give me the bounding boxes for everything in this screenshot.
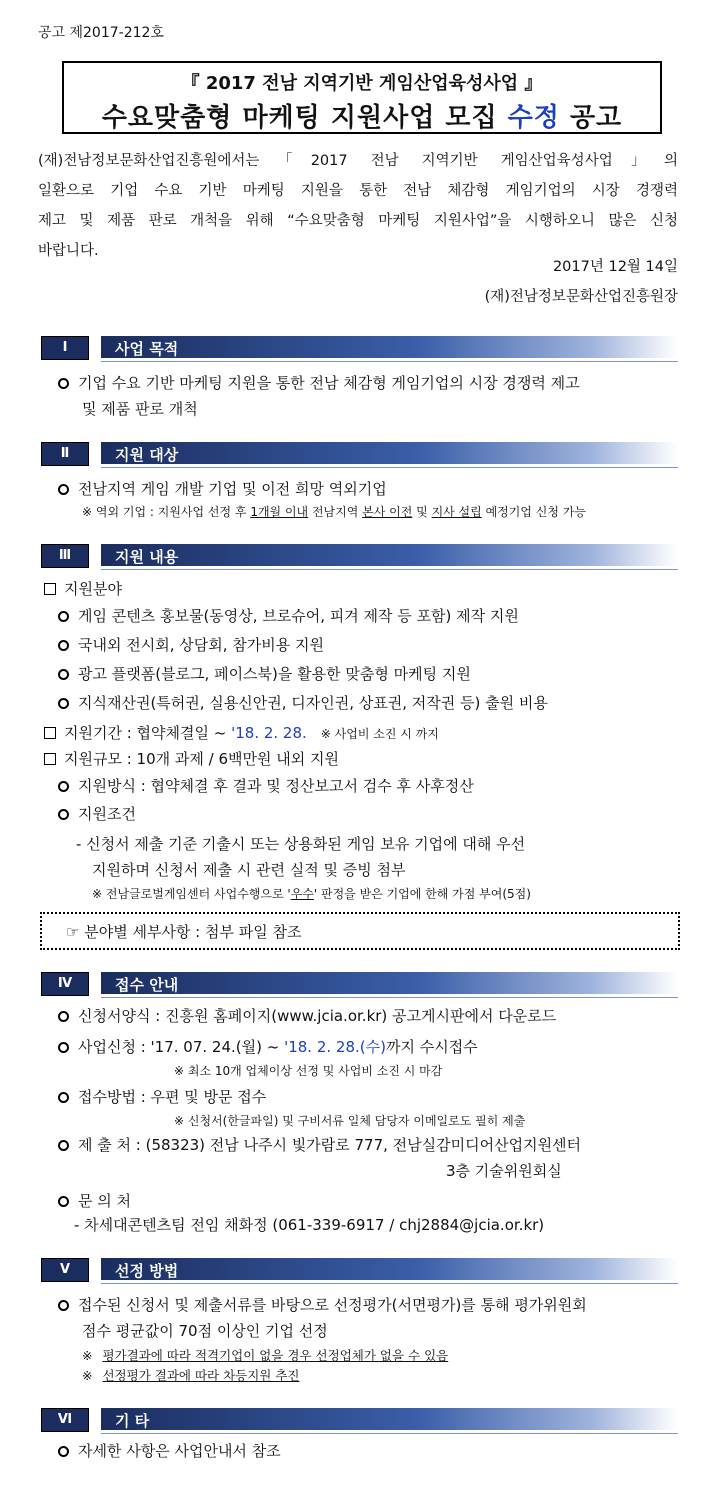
section-header-5 [41,1258,678,1280]
condition-note [92,885,531,902]
period-note: ※ 사업비 소진 시 까지 [320,727,439,741]
note-underline: 지사 설립 [431,505,482,519]
field-heading [44,578,122,599]
list-item [58,1005,556,1026]
section-bar [101,972,678,994]
note-text: 예정기업 신청 가능 [481,505,586,519]
item-text: 문 의 처 [78,1192,132,1210]
section-title: 지원 대상 [115,446,179,464]
list-item [58,1294,587,1315]
note [82,1346,448,1364]
circle-bullet-icon [58,484,69,495]
item-text: 접수방법 : 우편 및 방문 접수 [78,1088,267,1106]
list-item [58,605,519,626]
title-text-end: 공고 [559,103,623,133]
section-number: Ⅵ [41,1408,89,1432]
circle-bullet-icon [58,1042,69,1053]
circle-bullet-icon [58,781,69,792]
circle-bullet-icon [58,809,69,820]
intro-line-2: 일환으로 기업 수요 기반 마케팅 지원을 통한 전남 체감형 게임기업의 시장 경쟁력 [38,183,678,199]
note-text: ' 판정을 받은 기업에 한해 가점 부여(5점) [313,887,531,901]
circle-bullet-icon [58,1196,69,1207]
section-title: 선정 방법 [115,1262,179,1280]
list-item [58,775,474,796]
note-underline: 본사 이전 [362,505,413,519]
circle-bullet-icon [58,698,69,709]
section-number: Ⅲ [41,544,89,568]
condition-line-1: - 신청서 제출 기준 기출시 또는 상용화된 게임 보유 기업에 대해 우선 [76,835,526,853]
list-item [58,1440,281,1461]
section-bar [101,442,678,464]
issuer: (재)전남정보문화산업진흥원장 [484,289,678,305]
note-underline: 1개월 이내 [250,505,309,519]
note-mark: ※ [82,1368,93,1383]
attachment-text: ☞ 분야별 세부사항 : 첨부 파일 참조 [66,923,302,941]
section-number: Ⅳ [41,972,89,996]
section-title: 기 타 [115,1412,150,1430]
item-text: 지원조건 [78,805,136,823]
circle-bullet-icon [58,611,69,622]
item-text: 접수된 신청서 및 제출서류를 바탕으로 선정평가(서면평가)를 통해 평가위원회 [78,1296,587,1314]
list-item [58,634,324,655]
item-text: 게임 콘텐츠 홍보물(동영상, 브로슈어, 피겨 제작 등 포함) 제작 지원 [78,607,519,625]
note: ※ 신청서(한글파일) 및 구비서류 일체 담당자 이메일로도 필히 제출 [174,1114,526,1128]
item-text: 지원기간 : 협약체결일 ~ [64,724,232,742]
scale-line [44,748,339,769]
list-item [58,663,471,684]
list-item-cont: 및 제품 판로 개척 [82,400,198,418]
item-text: 전남지역 게임 개발 기업 및 이전 희망 역외기업 [78,480,387,498]
list-item-cont: 점수 평균값이 70점 이상인 기업 선정 [82,1322,328,1340]
condition-line-2: 지원하며 신청서 제출 시 관련 실적 및 증빙 첨부 [92,861,406,879]
title-highlight: 수정 [507,103,560,133]
section-bar [101,1258,678,1280]
contact-line: - 차세대콘텐츠팀 전임 채화정 (061-339-6917 / chj2884@jcia.or.kr) [74,1216,545,1234]
title-line-1: 『 2017 전남 지역기반 게임산업육성사업 』 [181,73,543,94]
intro-line-1: (재)전남정보문화산업진흥원에서는「2017 전남 지역기반 게임산업육성사업」의 [38,153,678,169]
section-bar [101,336,678,358]
section-number: Ⅴ [41,1258,89,1282]
section-header-6 [41,1408,678,1430]
circle-bullet-icon [58,378,69,389]
item-text: 자세한 사항은 사업안내서 참조 [78,1442,281,1460]
list-item [58,478,387,499]
section-header-1 [41,336,678,358]
note-text: ※ 전남글로벌게임센터 사업수행으로 ' [92,887,291,901]
list-item [58,1086,266,1107]
circle-bullet-icon [58,640,69,651]
section-header-2 [41,442,678,464]
note-mark: ※ [82,1348,93,1363]
item-text: 제 출 처 : (58323) 전남 나주시 빛가람로 777, 전남실감미디어산업지원센터 [78,1136,582,1154]
section-number: Ⅰ [41,336,89,360]
item-text: 광고 플랫폼(블로그, 페이스북)을 활용한 맞춤형 마케팅 지원 [78,665,471,683]
note-text: 및 [412,505,432,519]
circle-bullet-icon [58,1446,69,1457]
item-text: 지원규모 : 10개 과제 / 6백만원 내외 지원 [64,750,339,768]
circle-bullet-icon [58,1300,69,1311]
note-text: ※ 역외 기업 : 지원사업 선정 후 [82,505,251,519]
title-text: 수요맞춤형 마케팅 지원사업 모집 [101,103,508,133]
section-bar [101,544,678,566]
apply-deadline: '18. 2. 28.(수) [284,1038,386,1056]
item-text: 기업 수요 기반 마케팅 지원을 통한 전남 체감형 게임기업의 시장 경쟁력 제고 [78,374,580,392]
title-line-2 [64,97,660,134]
item-text: 까지 수시접수 [385,1038,478,1056]
square-bullet-icon [44,583,56,595]
section-title: 지원 내용 [115,548,179,566]
notice-date: 2017년 12월 14일 [552,259,678,275]
list-item-cont: 3층 기술위원회실 [446,1162,562,1180]
note [82,503,586,520]
item-text: 지원분야 [64,580,122,598]
section-bar [101,1408,678,1430]
list-item [58,1190,131,1211]
intro-line-4: 바랍니다. [38,243,99,259]
note-text: 전남지역 [308,505,363,519]
circle-bullet-icon [58,1011,69,1022]
item-text: 신청서양식 : 진흥원 홈페이지(www.jcia.or.kr) 공고게시판에서 다운로드 [78,1007,557,1025]
section-number: Ⅱ [41,442,89,466]
circle-bullet-icon [58,1092,69,1103]
note-underline: 선정평가 결과에 따라 차등지원 추진 [102,1368,300,1383]
notice-number: 공고 제2017-212호 [38,25,164,41]
section-header-4 [41,972,678,994]
circle-bullet-icon [58,1140,69,1151]
item-text: 사업신청 : '17. 07. 24.(월) ~ [78,1038,285,1056]
note: ※ 최소 10개 업체이상 선정 및 사업비 소진 시 마감 [174,1064,443,1078]
list-item [58,372,580,393]
item-text: 국내외 전시회, 상담회, 참가비용 지원 [78,636,324,654]
title-box [62,61,662,134]
attachment-box [40,912,680,950]
section-title: 접수 안내 [115,976,179,994]
section-title: 사업 목적 [115,340,179,358]
period-line [44,722,439,743]
square-bullet-icon [44,753,56,765]
section-header-3 [41,544,678,566]
item-text: 지식재산권(특허권, 실용신안권, 디자인권, 상표권, 저작권 등) 출원 비용 [78,694,548,712]
item-text: 지원방식 : 협약체결 후 결과 및 정산보고서 검수 후 사후정산 [78,777,474,795]
list-item [58,1036,478,1057]
list-item [58,1134,581,1155]
note-underline: 우수 [290,887,314,901]
list-item [58,803,136,824]
period-date: '18. 2. 28. [231,724,307,742]
list-item [58,692,548,713]
square-bullet-icon [44,727,56,739]
note-underline: 평가결과에 따라 적격기업이 없을 경우 선정업체가 없을 수 있음 [102,1348,449,1363]
circle-bullet-icon [58,669,69,680]
note [82,1366,300,1384]
intro-line-3: 제고 및 제품 판로 개척을 위해 “수요맞춤형 마케팅 지원사업”을 시행하오니 많은 신청 [38,213,678,229]
